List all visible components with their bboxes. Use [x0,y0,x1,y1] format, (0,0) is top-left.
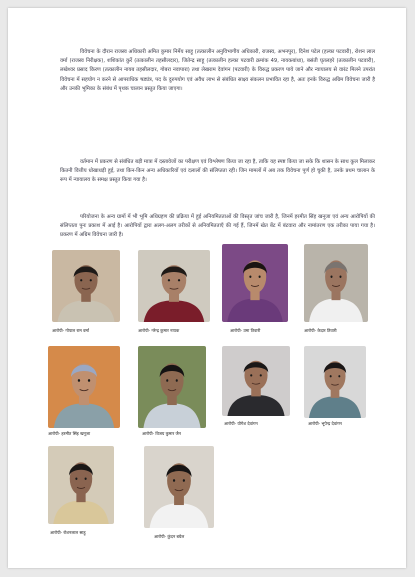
accused-photo [48,446,114,524]
accused-caption: आरोपी- विजय कुमार जैन [142,431,181,436]
accused-caption: आरोपी- नरेन्द्र कुमार नायक [138,328,180,333]
accused-photo [144,446,214,528]
accused-photo [222,346,290,416]
accused-photo [138,250,210,322]
accused-caption: आरोपी- रोशनलाल साहू [50,530,86,535]
accused-photo [138,346,206,428]
document-page [8,8,406,568]
paragraph-ongoing-inquiry: परियोजना के अन्य ग्रामों में भी भूमि अधिग्रहण की प्रक्रिया में हुई अनियमितताओं की विस्तृत जांच जारी है, जिनमें हरमीत सिंह खनूजा एवं अन्य आरोपियों की संलिप्तता पुनः प्रकाश में आई है। आरोपियों द्वारा अलग-अलग तरीकों से अनियमितताएँ की गई हैं, जिनमें खेत बेंट में बंटवारा और नामांतरण एक तरीका पाया गया है। प्रकरण में अग्रिम विवेचना जारी है। [60,214,375,239]
accused-photo [52,250,120,322]
accused-caption: आरोपी- गोपाल राम वर्मा [52,328,90,333]
accused-caption: आरोपी- योगेश देवांगन [224,421,258,426]
accused-photo [222,244,288,322]
paragraph-document-analysis: वर्तमान में प्रकरण से संबंधित बड़ी मात्रा में दस्तावेजों का परीक्षण एवं विश्लेषण किया जा रहा है, ताकि यह स्पष्ट किया जा सके कि शासन के साथ कुल मिलाकर कितनी वित्तीय धोखाधड़ी हुई, तथा किन-किन अन्य अधिकारियों एवं दलालों की संलिप्तता रही। जिन मामलों में अब तक विवेचना पूर्ण हो चुकी है, उनके प्रथम चालान के रूप में न्यायालय के समक्ष प्रस्तुत किया गया है। [60,159,375,184]
accused-caption: आरोपी- भूपेन्द्र देवांगन [308,421,342,426]
accused-photo [304,346,366,418]
accused-caption: आरोपी- हरमीत सिंह खनूजा [48,431,91,436]
accused-caption: आरोपी- उमा तिवारी [230,328,261,333]
accused-photo [304,244,368,322]
paragraph-investigation: विवेचना के दौरान राजस्व अधिकारी अमित कुमार निर्मेय साहू (तत्कालीन अनुविभागीय अधिकारी, राजस्व, अभनपुर), दिनेश पटेल (हल्का पटवारी), रोशन लाल वर्मा (राजस्व निरीक्षक), शशिकांत कुर्रे (तत्कालीन तहसीलदार), जितेन्द्र साहू (तत्कालीन हल्का पटवारी क्रमांक 49, नायकबांधा), बसंती घृतलहरे (तत्कालीन पटवारी), लखेश्वर प्रसाद किरण (तत्कालीन नायब तहसीलदार, गोबरा नवापारा) तथा लेखराम देवांगन (पटवारी) के विरुद्ध प्रकरण पाये जाने और न्यायालय से वारंट मिलने उपरांत विवेचना में सहयोग न करने से आपराधिक षड्यंत्र, पद के दुरुपयोग एवं अवैध लाभ से संबंधित साक्ष्य संकलन प्रभावित रहा है, अतः इनके विरुद्ध अग्रिम विवेचना जारी है और उनकी भूमिका के संबंध में पृथक चालान प्रस्तुत किया जाएगा। [60,49,375,92]
accused-caption: आरोपी- कुंदन बघेल [154,534,185,539]
accused-caption: आरोपी- केदार तिवारी [304,328,337,333]
accused-photo [48,346,120,428]
